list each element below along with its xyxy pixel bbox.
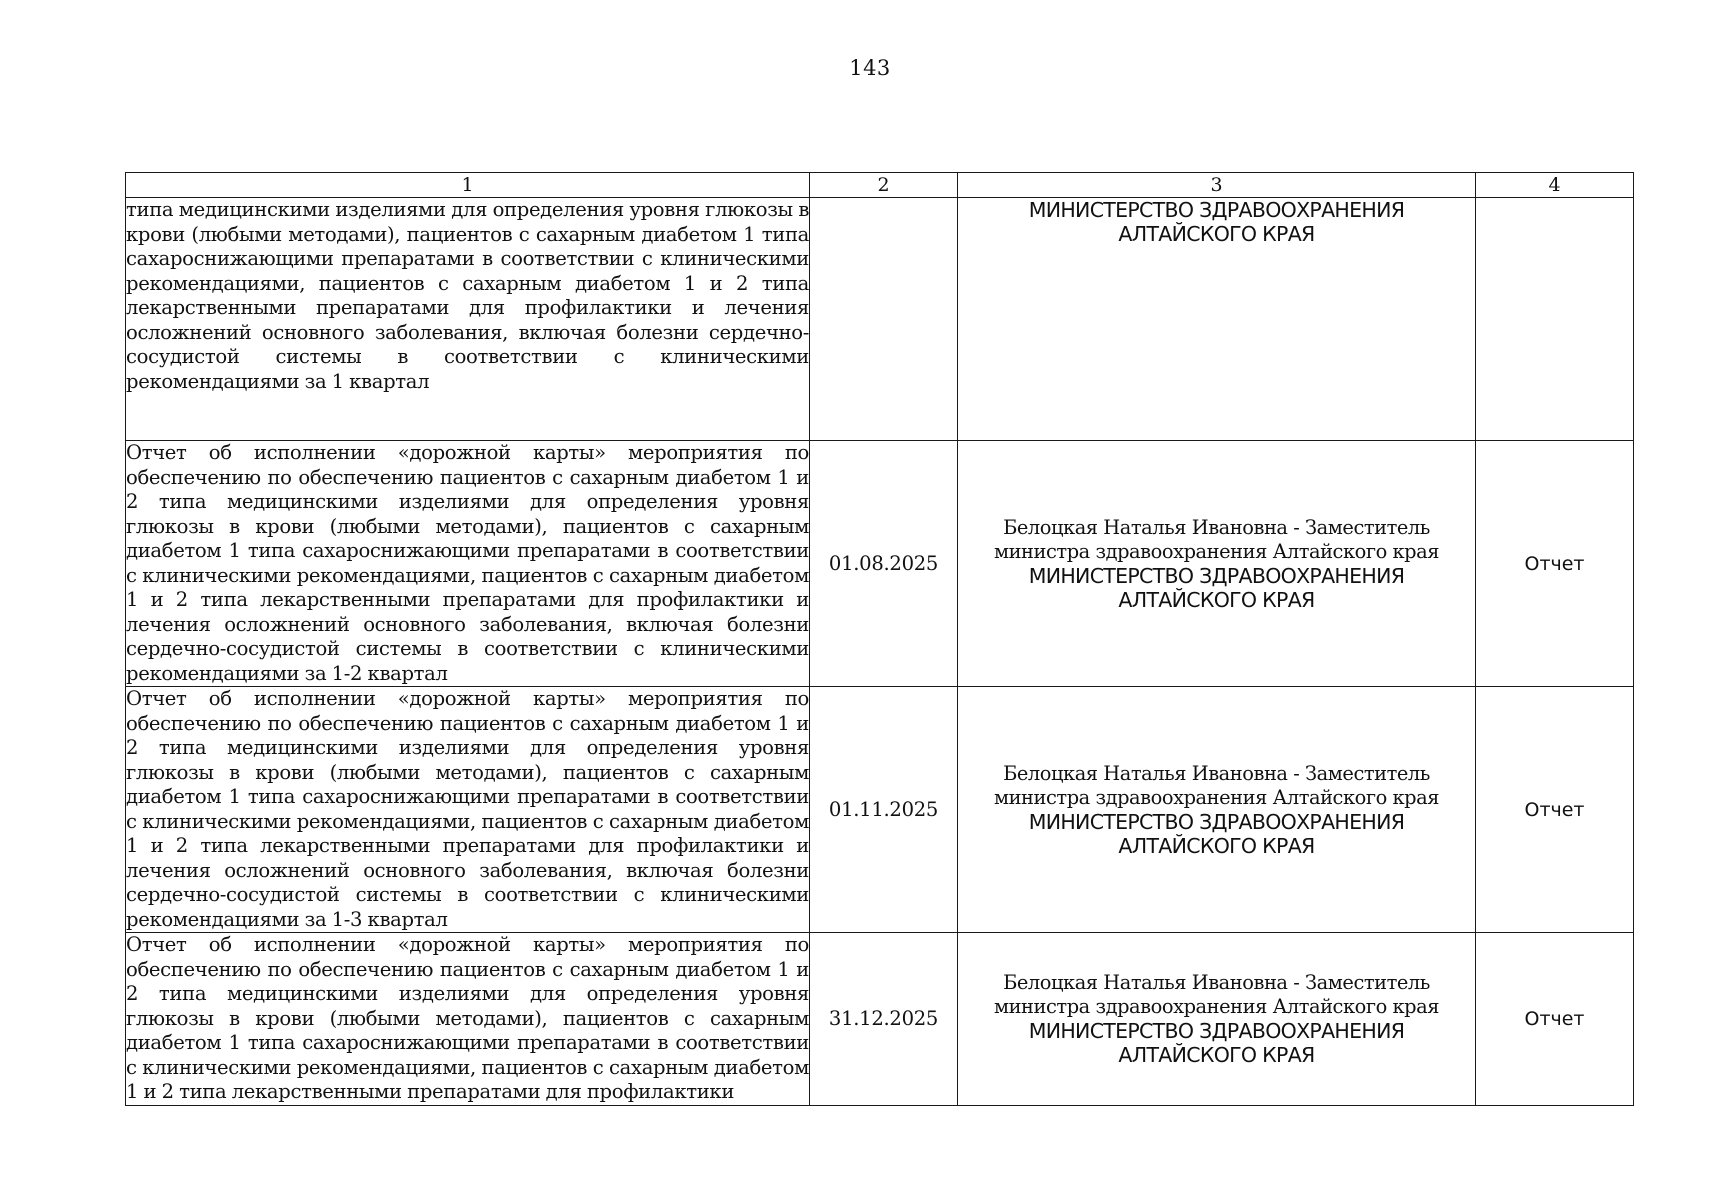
roadmap-table: [125, 172, 1634, 1106]
organization-name-line1: МИНИСТЕРСТВО ЗДРАВООХРАНЕНИЯ: [1028, 563, 1405, 588]
organization-name-line1: МИНИСТЕРСТВО ЗДРАВООХРАНЕНИЯ: [1028, 809, 1405, 834]
organization-name-line2: АЛТАЙСКОГО КРАЯ: [1118, 222, 1315, 246]
organization-name-line2: АЛТАЙСКОГО КРАЯ: [1118, 1042, 1315, 1067]
responsible-person: Белоцкая Наталья Ивановна - Заместитель министра здравоохранения Алтайского края: [993, 515, 1440, 563]
table-row: [126, 687, 1634, 933]
result-type: Отчет: [1476, 687, 1634, 933]
event-description: Отчет об исполнении «дорожной карты» мероприятия по обеспечению по обеспечению пациентов с сахарным диабетом 1 и 2 типа медицинскими изделиями для определения уровня глюкозы в крови (любыми методами), пациентов с сахарным диабетом 1 типа сахароснижающими препаратами в соответствии с клиническими рекомендациями, пациентов с сахарным диабетом 1 и 2 типа лекарственными препаратами для профилактики: [126, 933, 809, 1103]
column-header-3: 3: [958, 173, 1476, 198]
organization-name-line2: АЛТАЙСКОГО КРАЯ: [1118, 833, 1315, 858]
column-header-1: 1: [126, 173, 810, 198]
column-header-4: 4: [1476, 173, 1634, 198]
responsible-person: Белоцкая Наталья Ивановна - Заместитель министра здравоохранения Алтайского края: [993, 761, 1440, 809]
result-type: Отчет: [1476, 933, 1634, 1106]
responsible-person: Белоцкая Наталья Ивановна - Заместитель министра здравоохранения Алтайского края: [993, 970, 1440, 1018]
table-header-row: [126, 173, 1634, 198]
organization-name-line2: АЛТАЙСКОГО КРАЯ: [1118, 587, 1315, 612]
event-description: Отчет об исполнении «дорожной карты» мероприятия по обеспечению по обеспечению пациентов с сахарным диабетом 1 и 2 типа медицинскими изделиями для определения уровня глюкозы в крови (любыми методами), пациентов с сахарным диабетом 1 типа сахароснижающими препаратами в соответствии с клиническими рекомендациями, пациентов с сахарным диабетом 1 и 2 типа лекарственными препаратами для профилактики и лечения осложнений основного заболевания, включая болезни сердечно-сосудистой системы в соответствии с клиническими рекомендациями за 1-2 квартал: [126, 441, 809, 685]
result-type: [1476, 198, 1634, 441]
deadline-date: 31.12.2025: [810, 933, 958, 1106]
responsible-cell: [958, 933, 1476, 1106]
organization-name-line1: МИНИСТЕРСТВО ЗДРАВООХРАНЕНИЯ: [1028, 1018, 1405, 1043]
event-description: типа медицинскими изделиями для определения уровня глюкозы в крови (любыми методами), пациентов с сахарным диабетом 1 типа сахароснижающими препаратами в соответствии с клиническими рекомендациями, пациентов с сахарным диабетом 1 и 2 типа лекарственными препаратами для профилактики и лечения осложнений основного заболевания, включая болезни сердечно-сосудистой системы в соответствии с клиническими рекомендациями за 1 квартал: [126, 198, 810, 441]
table-row: [126, 198, 1634, 441]
deadline-date: 01.11.2025: [810, 687, 958, 933]
responsible-cell: [958, 198, 1476, 441]
deadline-date: [810, 198, 958, 441]
deadline-date: 01.08.2025: [810, 441, 958, 687]
page-number: 143: [849, 56, 891, 80]
table-row: [126, 933, 1634, 1106]
result-type: Отчет: [1476, 441, 1634, 687]
event-description: Отчет об исполнении «дорожной карты» мероприятия по обеспечению по обеспечению пациентов с сахарным диабетом 1 и 2 типа медицинскими изделиями для определения уровня глюкозы в крови (любыми методами), пациентов с сахарным диабетом 1 типа сахароснижающими препаратами в соответствии с клиническими рекомендациями, пациентов с сахарным диабетом 1 и 2 типа лекарственными препаратами для профилактики и лечения осложнений основного заболевания, включая болезни сердечно-сосудистой системы в соответствии с клиническими рекомендациями за 1-3 квартал: [126, 687, 809, 931]
responsible-cell: [958, 687, 1476, 933]
column-header-2: 2: [810, 173, 958, 198]
organization-name-line1: МИНИСТЕРСТВО ЗДРАВООХРАНЕНИЯ: [1028, 198, 1405, 222]
table-row: [126, 441, 1634, 687]
responsible-cell: [958, 441, 1476, 687]
